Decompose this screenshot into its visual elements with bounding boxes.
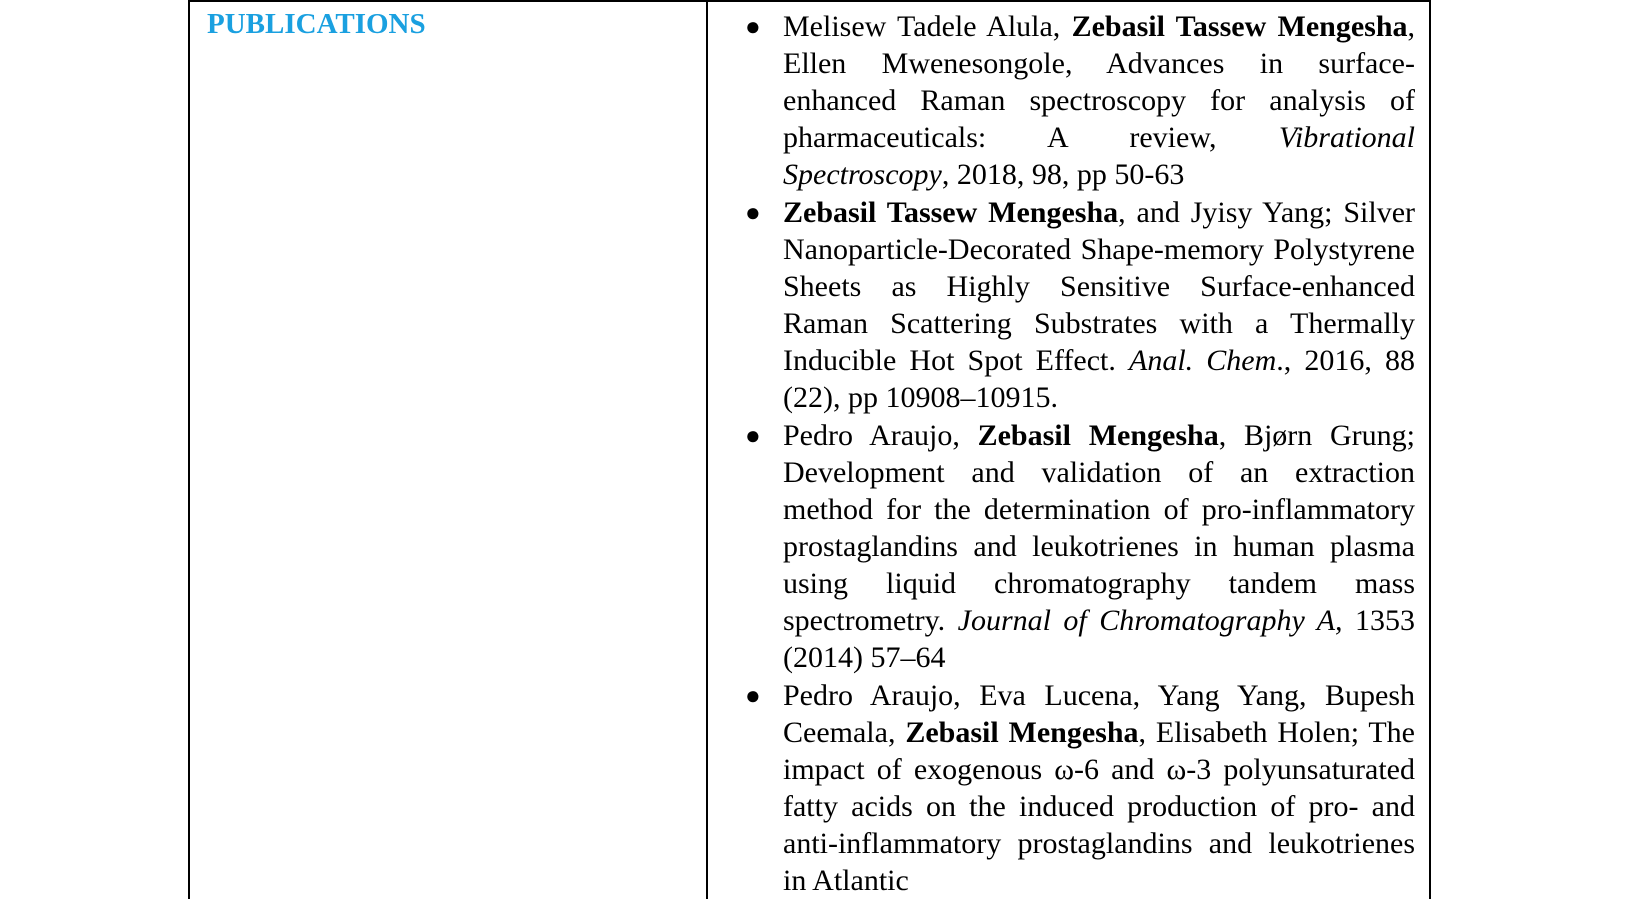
publication-item xyxy=(708,677,1415,899)
publication-item xyxy=(708,417,1415,676)
publication-citation: 1353 (2014) 57–64 xyxy=(783,604,1415,674)
publication-authors-before: Melisew Tadele Alula, xyxy=(783,10,1072,43)
highlighted-author: Zebasil Mengesha xyxy=(977,419,1219,452)
journal-name: Journal of Chromatography A, xyxy=(957,604,1343,637)
publication-authors-before: Pedro Araujo, Eva Lucena, Yang Yang, Bupesh Ceemala, xyxy=(783,679,1415,749)
journal-name: Vibrational Spectroscopy xyxy=(783,121,1415,191)
publication-list xyxy=(708,8,1415,899)
bullet-icon: ● xyxy=(745,681,761,710)
publications-cell xyxy=(708,2,1429,899)
journal-name: Anal. Chem xyxy=(1129,344,1277,377)
publication-details: , Elisabeth Holen; The impact of exogenous ω-6 and ω-3 polyunsaturated fatty acids on the induced production of pro- and anti-inflammatory prostaglandins and leukotrienes in Atlantic xyxy=(783,716,1415,897)
publication-details: , and Jyisy Yang; Silver Nanoparticle-Decorated Shape-memory Polystyrene Sheets as Highly Sensitive Surface-enhanced Raman Scattering Substrates with a Thermally Inducible Hot Spot Effect. xyxy=(783,196,1415,377)
publication-authors-before: Pedro Araujo, xyxy=(783,419,978,452)
publication-details: , Bjørn Grung; Development and validation of an extraction method for the determination of pro-inflammatory prostaglandins and leukotrienes in human plasma using liquid chromatography tandem mass spectrometry. xyxy=(783,419,1415,637)
bullet-icon: ● xyxy=(745,198,761,227)
bullet-icon: ● xyxy=(745,12,761,41)
highlighted-author: Zebasil Tassew Mengesha xyxy=(1071,10,1408,43)
publication-item xyxy=(708,8,1415,193)
publication-details: , Ellen Mwenesongole, Advances in surface-enhanced Raman spectroscopy for analysis of pharmaceuticals: A review, xyxy=(783,10,1415,154)
section-label-cell xyxy=(190,2,708,899)
bullet-icon: ● xyxy=(745,421,761,450)
highlighted-author: Zebasil Tassew Mengesha xyxy=(783,196,1119,229)
highlighted-author: Zebasil Mengesha xyxy=(905,716,1139,749)
cv-table xyxy=(188,0,1431,899)
publication-item xyxy=(708,194,1415,416)
section-title: PUBLICATIONS xyxy=(207,8,426,40)
publication-citation: ., 2016, 88 (22), pp 10908–10915. xyxy=(783,344,1415,414)
publication-citation: , 2018, 98, pp 50-63 xyxy=(941,158,1185,191)
